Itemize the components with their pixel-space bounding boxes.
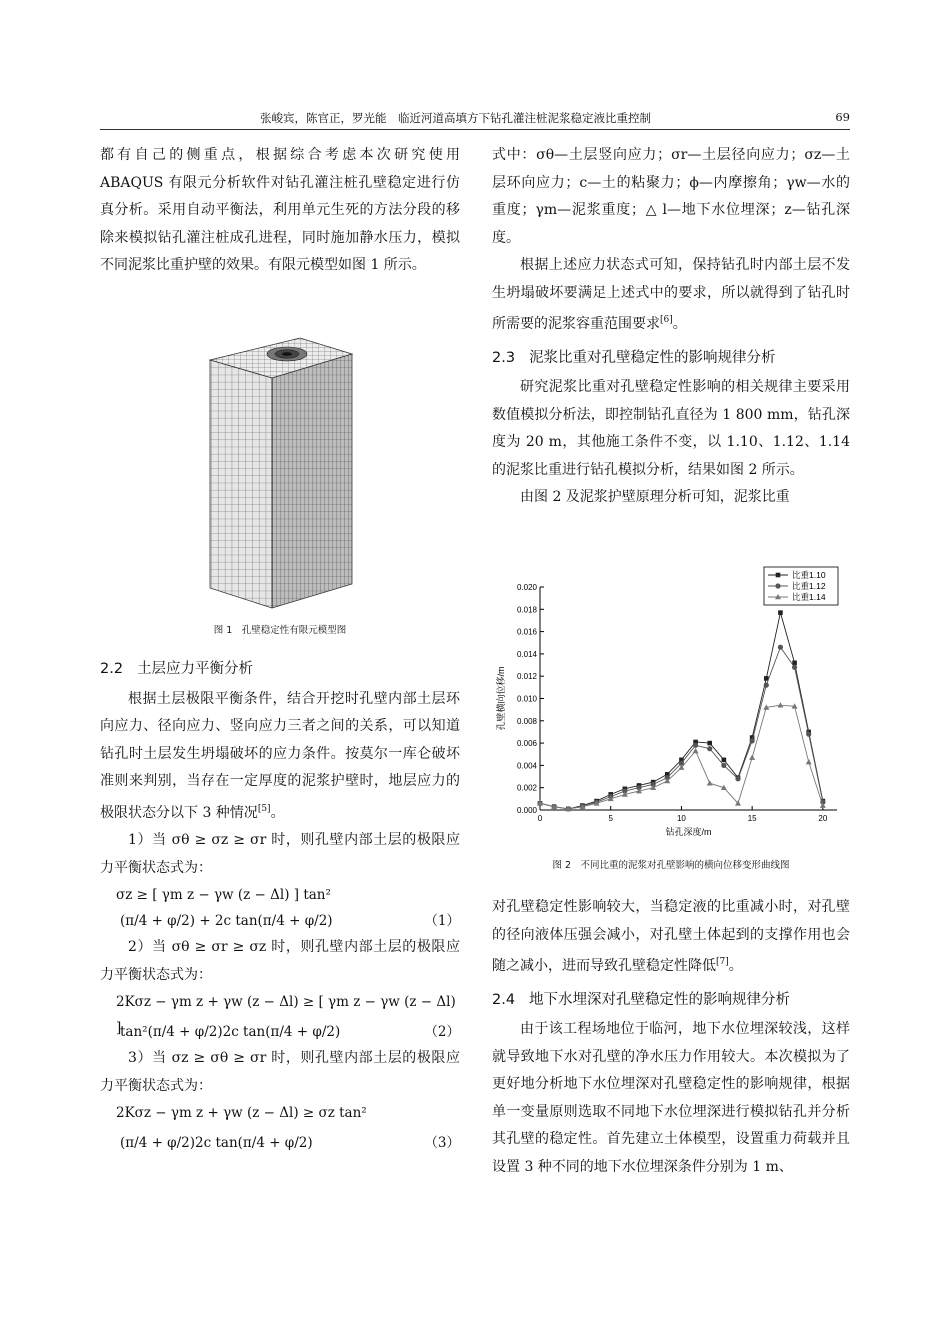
series-比重1.14 xyxy=(537,702,826,811)
figure-1 xyxy=(205,332,355,612)
data-point xyxy=(735,776,740,781)
case-1-text: 1）当 σθ ≥ σz ≥ σr 时，则孔壁内部土层的极限应力平衡状态式为： xyxy=(100,832,460,876)
equation-3-expression: (π/4 + φ/2)2c tan(π/4 + φ/2) xyxy=(120,1135,313,1151)
data-point xyxy=(778,645,783,650)
data-point xyxy=(721,763,726,768)
section-title: 地下水埋深对孔壁稳定性的影响规律分析 xyxy=(529,991,791,1008)
x-axis-label: 钻孔深度/m xyxy=(665,827,712,837)
paragraph-end: 。 xyxy=(270,804,285,821)
data-point xyxy=(749,755,755,760)
section-title: 泥浆比重对孔壁稳定性的影响规律分析 xyxy=(529,349,776,366)
section-number: 2.4 xyxy=(492,991,516,1008)
x-tick-label: 20 xyxy=(818,814,828,823)
equation-2-line-1: 2Kσz − γm z + γw (z − Δl) ≥ [ γm z − γw (z − Δl) ] xyxy=(116,994,456,1036)
running-header-title: 张峻宾，陈官正，罗光能 临近河道高填方下钻孔灌注桩泥浆稳定液比重控制 xyxy=(260,111,651,125)
section-2-4-heading xyxy=(492,987,850,1015)
series-比重1.12 xyxy=(537,645,825,812)
equation-1-line-1: σz ≥ [ γm z − γw (z − Δl) ] tan² xyxy=(116,887,331,903)
case-3-text: 3）当 σz ≥ σθ ≥ σr 时，则孔壁内部土层的极限应力平衡状态式为： xyxy=(100,1050,460,1094)
data-point xyxy=(806,732,811,737)
data-point xyxy=(707,746,712,751)
header-rule xyxy=(100,129,850,130)
citation: [7] xyxy=(716,957,729,967)
data-point xyxy=(693,743,698,748)
paragraph xyxy=(100,686,460,828)
data-point xyxy=(707,780,713,785)
paragraph: 都有自己的侧重点，根据综合考虑本次研究使用 ABAQUS 有限元分析软件对钻孔灌注桩孔壁稳定进行仿真分析。采用自动平衡法，利用单元生死的方法分段的移除来模拟钻孔灌注桩成孔进程，同时施加静水压力，模拟不同泥浆比重护壁的效果。有限元模型如图 1 所示。 xyxy=(100,147,460,273)
section-number: 2.2 xyxy=(100,661,124,677)
y-tick-label: 0.008 xyxy=(516,716,537,726)
section-number: 2.3 xyxy=(492,349,516,366)
data-point xyxy=(764,683,769,688)
paragraph xyxy=(492,894,850,981)
series-line xyxy=(540,613,823,809)
series-line xyxy=(540,647,823,809)
borehole-mesh xyxy=(267,347,307,361)
displacement-chart xyxy=(492,560,850,850)
data-point xyxy=(775,583,780,588)
equation-3-line-2 xyxy=(100,1130,460,1156)
y-tick-label: 0.014 xyxy=(516,649,537,659)
series-line xyxy=(540,705,823,809)
legend-label: 比重1.10 xyxy=(792,570,826,580)
right-column-lower xyxy=(492,894,850,1181)
data-point xyxy=(777,702,783,707)
paragraph-end: 。 xyxy=(728,958,743,974)
paragraph-text: 对孔壁稳定性影响较大，当稳定液的比重减小时，对孔壁的径向液体压强会减小，对孔壁土体起到的支撑作用也会随之减小，进而导致孔壁稳定性降低 xyxy=(492,899,850,974)
symbol-definitions: 式中：σθ—土层竖向应力；σr—土层径向应力；σz—土层环向应力；c—土的粘聚力；ϕ—内摩擦角；γw—水的重度；γm—泥浆重度；△ l—地下水位埋深；z—钻孔深度。 xyxy=(492,147,850,246)
model-front-face xyxy=(210,360,272,608)
equation-3-line-1: 2Kσz − γm z + γw (z − Δl) ≥ σz tan² xyxy=(116,1105,367,1121)
data-point xyxy=(722,758,727,763)
y-tick-label: 0.010 xyxy=(516,694,537,704)
left-column-lower xyxy=(100,650,460,1156)
y-tick-label: 0.018 xyxy=(516,605,537,615)
model-side-face xyxy=(272,354,352,608)
y-tick-label: 0.002 xyxy=(516,783,537,793)
figure-1-caption: 图 1 孔壁稳定性有限元模型图 xyxy=(213,625,347,636)
data-point xyxy=(776,573,781,578)
page-number: 69 xyxy=(835,110,850,124)
case-2-text: 2）当 σθ ≥ σr ≥ σz 时，则孔壁内部土层的极限应力平衡状态式为： xyxy=(100,939,460,983)
y-tick-label: 0.004 xyxy=(516,761,537,771)
figure-2 xyxy=(492,560,850,850)
equation-2-expression: tan²(π/4 + φ/2)2c tan(π/4 + φ/2) xyxy=(120,1024,341,1040)
x-tick-label: 10 xyxy=(676,814,686,823)
series-比重1.10 xyxy=(538,610,825,811)
paragraph-text: 根据土层极限平衡条件，结合开挖时孔壁内部土层环向应力、径向应力、竖向应力三者之间的关系，可以知道钻孔时土层发生坍塌破坏的应力条件。按莫尔一库仑破坏准则来判别，当存在一定厚度的泥浆护壁时，地层应力的极限状态分以下 3 种情况 xyxy=(100,690,460,821)
data-point xyxy=(707,741,712,746)
data-point xyxy=(778,610,783,615)
paragraph: 研究泥浆比重对孔壁稳定性影响的相关规律主要采用数值模拟分析法，即控制钻孔直径为 1 800 mm，钻孔深度为 20 m，其他施工条件不变，以 1.10、1.12、1.14 的泥浆比重进行钻孔模拟分析，结果如图 2 所示。 xyxy=(492,379,850,478)
equation-1-number: （1） xyxy=(424,913,460,929)
equation-2-number: （2） xyxy=(424,1024,460,1040)
paragraph: 由于该工程场地位于临河，地下水位埋深较浅，这样就导致地下水对孔壁的净水压力作用较大。本次模拟为了更好地分析地下水位埋深对孔壁稳定性的影响规律，根据单一变量原则选取不同地下水位埋深进行模拟钻孔并分析其孔壁的稳定性。首先建立土体模型，设置重力荷载并且设置 3 种不同的地下水位埋深条件分别为 1 m、 xyxy=(492,1021,850,1175)
citation: [5] xyxy=(257,803,271,814)
section-2-3-heading xyxy=(492,345,850,373)
citation: [6] xyxy=(660,315,673,325)
left-column xyxy=(100,142,460,280)
section-title: 土层应力平衡分析 xyxy=(137,661,254,677)
paragraph-end: 。 xyxy=(672,316,687,332)
data-point xyxy=(750,738,755,743)
paragraph: 由图 2 及泥浆护壁原理分析可知，泥浆比重 xyxy=(520,489,790,505)
y-tick-label: 0.000 xyxy=(516,806,537,815)
equation-1-expression: (π/4 + φ/2) + 2c tan(π/4 + φ/2) xyxy=(120,913,333,929)
chart-series xyxy=(537,610,826,811)
y-axis-label: 孔壁横向位移/m xyxy=(496,666,506,731)
y-tick-label: 0.006 xyxy=(516,739,537,749)
section-2-2-heading xyxy=(100,656,460,684)
x-tick-label: 5 xyxy=(608,814,613,823)
x-tick-label: 15 xyxy=(747,814,757,823)
y-tick-label: 0.016 xyxy=(516,627,537,637)
figure-2-caption: 图 2 不同比重的泥浆对孔壁影响的横向位移变形曲线图 xyxy=(552,860,790,871)
legend-label: 比重1.12 xyxy=(792,581,826,591)
running-header xyxy=(100,108,850,130)
legend-label: 比重1.14 xyxy=(792,592,826,602)
right-column xyxy=(492,142,850,512)
data-point xyxy=(806,759,812,764)
y-tick-label: 0.020 xyxy=(516,583,537,592)
chart-legend xyxy=(764,567,838,605)
paragraph-text: 根据上述应力状态式可知，保持钻孔时内部土层不发生坍塌破坏要满足上述式中的要求，所以就得到了钻孔时所需要的泥浆容重范围要求 xyxy=(492,257,850,332)
chart-axes xyxy=(495,583,837,837)
equation-2-line-2 xyxy=(100,1019,460,1045)
equation-1-line-2 xyxy=(100,908,460,934)
data-point xyxy=(792,665,797,670)
x-tick-label: 0 xyxy=(537,814,543,823)
fe-model-illustration xyxy=(205,332,355,612)
equation-3-number: （3） xyxy=(424,1135,460,1151)
paragraph xyxy=(492,252,850,339)
y-tick-label: 0.012 xyxy=(516,672,537,682)
